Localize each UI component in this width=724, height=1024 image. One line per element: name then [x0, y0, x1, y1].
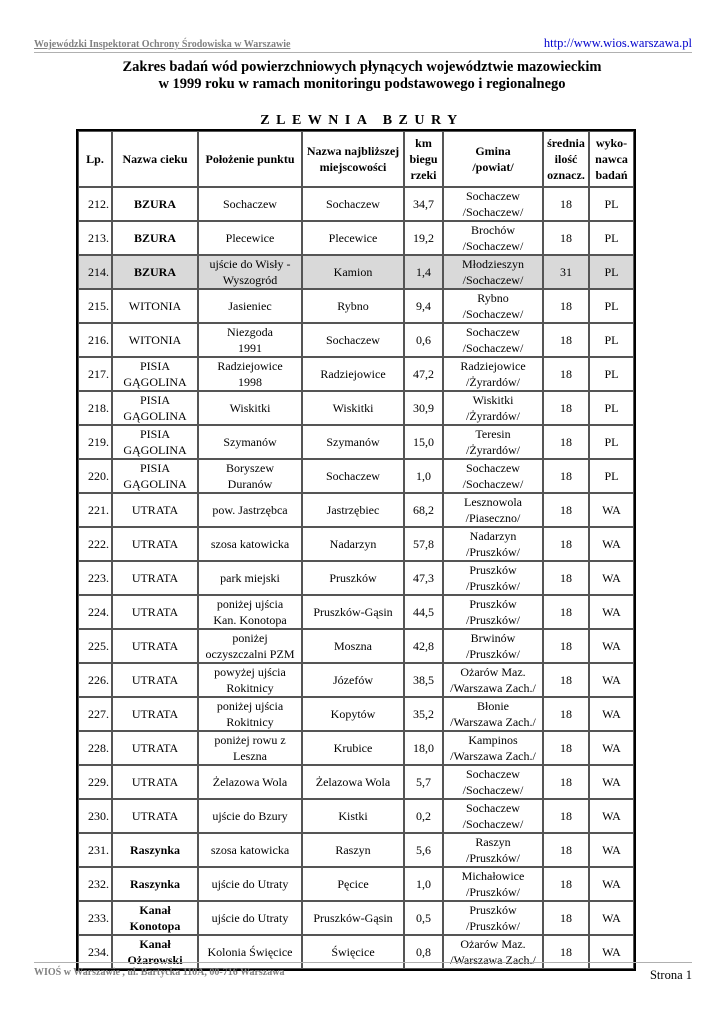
cell-lp: 233.	[78, 901, 112, 935]
table-row	[78, 459, 634, 493]
cell-avg: 18	[543, 391, 589, 425]
cell-avg: 18	[543, 799, 589, 833]
table-row	[78, 221, 634, 255]
col-town: Nazwa najbliższej miejscowości	[302, 131, 404, 187]
cell-avg: 18	[543, 425, 589, 459]
cell-avg: 18	[543, 459, 589, 493]
table-row	[78, 697, 634, 731]
table-row	[78, 187, 634, 221]
cell-lp: 219.	[78, 425, 112, 459]
cell-km: 18,0	[404, 731, 443, 765]
cell-lp: 212.	[78, 187, 112, 221]
cell-lp: 224.	[78, 595, 112, 629]
cell-gmina: Błonie /Warszawa Zach./	[443, 697, 543, 731]
cell-lp: 220.	[78, 459, 112, 493]
col-river: Nazwa cieku	[112, 131, 198, 187]
cell-gmina: Kampinos /Warszawa Zach./	[443, 731, 543, 765]
cell-exec: WA	[589, 595, 634, 629]
cell-location: powyżej ujścia Rokitnicy	[198, 663, 302, 697]
page-footer	[34, 962, 692, 982]
header-rule	[34, 52, 692, 53]
cell-lp: 234.	[78, 935, 112, 969]
cell-exec: WA	[589, 799, 634, 833]
cell-town: Sochaczew	[302, 187, 404, 221]
cell-town: Kistki	[302, 799, 404, 833]
cell-avg: 18	[543, 697, 589, 731]
table-row	[78, 833, 634, 867]
cell-avg: 18	[543, 629, 589, 663]
organization-name: Wojewódzki Inspektorat Ochrony Środowiska w Warszawie	[34, 39, 291, 50]
cell-km: 0,8	[404, 935, 443, 969]
cell-km: 47,2	[404, 357, 443, 391]
cell-km: 47,3	[404, 561, 443, 595]
cell-avg: 18	[543, 289, 589, 323]
cell-location: ujście do Utraty	[198, 901, 302, 935]
table-row	[78, 357, 634, 391]
cell-exec: PL	[589, 187, 634, 221]
cell-location: poniżej ujścia Rokitnicy	[198, 697, 302, 731]
cell-town: Rybno	[302, 289, 404, 323]
cell-gmina: Lesznowola /Piaseczno/	[443, 493, 543, 527]
cell-km: 57,8	[404, 527, 443, 561]
cell-lp: 222.	[78, 527, 112, 561]
cell-km: 0,6	[404, 323, 443, 357]
cell-river: PISIA GĄGOLINA	[112, 391, 198, 425]
cell-km: 1,0	[404, 867, 443, 901]
cell-km: 9,4	[404, 289, 443, 323]
cell-km: 38,5	[404, 663, 443, 697]
cell-river: BZURA	[112, 255, 198, 289]
cell-avg: 18	[543, 221, 589, 255]
col-location: Położenie punktu	[198, 131, 302, 187]
document-title-line-2: w 1999 roku w ramach monitoringu podstawowego i regionalnego	[158, 76, 566, 92]
cell-town: Sochaczew	[302, 323, 404, 357]
cell-location: szosa katowicka	[198, 527, 302, 561]
cell-location: poniżej ujścia Kan. Konotopa	[198, 595, 302, 629]
cell-town: Krubice	[302, 731, 404, 765]
cell-river: BZURA	[112, 221, 198, 255]
cell-avg: 18	[543, 663, 589, 697]
cell-town: Plecewice	[302, 221, 404, 255]
cell-gmina: Młodzieszyn /Sochaczew/	[443, 255, 543, 289]
cell-km: 30,9	[404, 391, 443, 425]
table-row	[78, 425, 634, 459]
cell-river: UTRATA	[112, 663, 198, 697]
cell-avg: 18	[543, 867, 589, 901]
table-row	[78, 255, 634, 289]
cell-river: Kanał Konotopa	[112, 901, 198, 935]
cell-location: Żelazowa Wola	[198, 765, 302, 799]
cell-km: 19,2	[404, 221, 443, 255]
col-gmina: Gmina /powiat/	[443, 131, 543, 187]
cell-lp: 215.	[78, 289, 112, 323]
cell-river: PISIA GĄGOLINA	[112, 459, 198, 493]
cell-avg: 18	[543, 935, 589, 969]
cell-location: Radziejowice 1998	[198, 357, 302, 391]
cell-town: Pruszków	[302, 561, 404, 595]
cell-lp: 216.	[78, 323, 112, 357]
document-title-line-1: Zakres badań wód powierzchniowych płynących województwie mazowieckim	[122, 59, 602, 75]
table-row	[78, 935, 634, 969]
cell-town: Moszna	[302, 629, 404, 663]
cell-lp: 228.	[78, 731, 112, 765]
cell-lp: 225.	[78, 629, 112, 663]
cell-location: Boryszew Duranów	[198, 459, 302, 493]
cell-gmina: Ożarów Maz. /Warszawa Zach./	[443, 663, 543, 697]
cell-exec: WA	[589, 731, 634, 765]
cell-town: Raszyn	[302, 833, 404, 867]
cell-river: PISIA GĄGOLINA	[112, 357, 198, 391]
cell-river: UTRATA	[112, 595, 198, 629]
cell-avg: 31	[543, 255, 589, 289]
cell-town: Radziejowice	[302, 357, 404, 391]
cell-exec: WA	[589, 561, 634, 595]
cell-town: Pruszków-Gąsin	[302, 901, 404, 935]
cell-gmina: Wiskitki /Żyrardów/	[443, 391, 543, 425]
cell-gmina: Michałowice /Pruszków/	[443, 867, 543, 901]
cell-exec: WA	[589, 697, 634, 731]
cell-avg: 18	[543, 561, 589, 595]
cell-km: 35,2	[404, 697, 443, 731]
cell-location: Niezgoda 1991	[198, 323, 302, 357]
cell-km: 1,4	[404, 255, 443, 289]
cell-river: UTRATA	[112, 629, 198, 663]
table-row	[78, 799, 634, 833]
cell-lp: 229.	[78, 765, 112, 799]
cell-km: 34,7	[404, 187, 443, 221]
cell-exec: WA	[589, 765, 634, 799]
cell-lp: 221.	[78, 493, 112, 527]
table-header	[78, 131, 634, 187]
cell-town: Kamion	[302, 255, 404, 289]
cell-exec: WA	[589, 493, 634, 527]
cell-gmina: Pruszków /Pruszków/	[443, 561, 543, 595]
cell-gmina: Teresin /Żyrardów/	[443, 425, 543, 459]
cell-avg: 18	[543, 323, 589, 357]
section-title: ZLEWNIA BZURY	[260, 113, 464, 128]
table-row	[78, 391, 634, 425]
cell-town: Żelazowa Wola	[302, 765, 404, 799]
cell-exec: WA	[589, 527, 634, 561]
table-row	[78, 323, 634, 357]
cell-gmina: Sochaczew /Sochaczew/	[443, 765, 543, 799]
table-row	[78, 595, 634, 629]
cell-location: szosa katowicka	[198, 833, 302, 867]
page-number: Strona 1	[649, 968, 692, 982]
cell-avg: 18	[543, 527, 589, 561]
cell-river: UTRATA	[112, 765, 198, 799]
cell-avg: 18	[543, 595, 589, 629]
table-body	[78, 187, 634, 969]
cell-exec: PL	[589, 459, 634, 493]
cell-location: ujście do Wisły - Wyszogród	[198, 255, 302, 289]
cell-location: Sochaczew	[198, 187, 302, 221]
cell-location: Kolonia Święcice	[198, 935, 302, 969]
cell-lp: 217.	[78, 357, 112, 391]
table-row	[78, 527, 634, 561]
cell-exec: WA	[589, 629, 634, 663]
cell-location: ujście do Bzury	[198, 799, 302, 833]
cell-gmina: Raszyn /Pruszków/	[443, 833, 543, 867]
cell-location: poniżej oczyszczalni PZM	[198, 629, 302, 663]
cell-town: Józefów	[302, 663, 404, 697]
cell-river: UTRATA	[112, 697, 198, 731]
col-avg: średnia ilość oznacz.	[543, 131, 589, 187]
cell-km: 0,5	[404, 901, 443, 935]
cell-gmina: Brochów /Sochaczew/	[443, 221, 543, 255]
cell-river: Raszynka	[112, 833, 198, 867]
cell-km: 1,0	[404, 459, 443, 493]
cell-river: UTRATA	[112, 561, 198, 595]
cell-km: 5,7	[404, 765, 443, 799]
cell-exec: PL	[589, 323, 634, 357]
cell-avg: 18	[543, 833, 589, 867]
cell-lp: 213.	[78, 221, 112, 255]
cell-km: 44,5	[404, 595, 443, 629]
cell-exec: WA	[589, 901, 634, 935]
cell-km: 5,6	[404, 833, 443, 867]
cell-gmina: Rybno /Sochaczew/	[443, 289, 543, 323]
cell-lp: 230.	[78, 799, 112, 833]
cell-exec: WA	[589, 663, 634, 697]
table-row	[78, 629, 634, 663]
cell-gmina: Pruszków /Pruszków/	[443, 901, 543, 935]
cell-river: PISIA GĄGOLINA	[112, 425, 198, 459]
cell-gmina: Radziejowice /Żyrardów/	[443, 357, 543, 391]
cell-exec: PL	[589, 357, 634, 391]
cell-lp: 214.	[78, 255, 112, 289]
cell-exec: PL	[589, 221, 634, 255]
footer-rule	[34, 962, 692, 963]
cell-gmina: Ożarów Maz. /Warszawa Zach./	[443, 935, 543, 969]
table-row	[78, 867, 634, 901]
table-row	[78, 561, 634, 595]
table-row	[78, 731, 634, 765]
cell-lp: 223.	[78, 561, 112, 595]
cell-town: Wiskitki	[302, 391, 404, 425]
table-row	[78, 765, 634, 799]
cell-avg: 18	[543, 187, 589, 221]
cell-town: Sochaczew	[302, 459, 404, 493]
cell-town: Kopytów	[302, 697, 404, 731]
cell-exec: PL	[589, 255, 634, 289]
cell-location: Plecewice	[198, 221, 302, 255]
cell-location: Szymanów	[198, 425, 302, 459]
cell-river: Raszynka	[112, 867, 198, 901]
cell-gmina: Sochaczew /Sochaczew/	[443, 187, 543, 221]
cell-town: Nadarzyn	[302, 527, 404, 561]
cell-town: Święcice	[302, 935, 404, 969]
cell-exec: PL	[589, 391, 634, 425]
cell-town: Pęcice	[302, 867, 404, 901]
cell-river: BZURA	[112, 187, 198, 221]
cell-location: pow. Jastrzębca	[198, 493, 302, 527]
cell-km: 15,0	[404, 425, 443, 459]
cell-avg: 18	[543, 765, 589, 799]
cell-gmina: Brwinów /Pruszków/	[443, 629, 543, 663]
cell-gmina: Pruszków /Pruszków/	[443, 595, 543, 629]
website-link[interactable]: http://www.wios.warszawa.pl	[543, 36, 692, 50]
cell-exec: WA	[589, 867, 634, 901]
cell-gmina: Sochaczew /Sochaczew/	[443, 799, 543, 833]
cell-lp: 218.	[78, 391, 112, 425]
cell-km: 68,2	[404, 493, 443, 527]
cell-river: Kanał Ożarowski	[112, 935, 198, 969]
cell-town: Pruszków-Gąsin	[302, 595, 404, 629]
cell-km: 42,8	[404, 629, 443, 663]
cell-km: 0,2	[404, 799, 443, 833]
table-row	[78, 289, 634, 323]
cell-lp: 227.	[78, 697, 112, 731]
cell-river: WITONIA	[112, 323, 198, 357]
cell-exec: PL	[589, 289, 634, 323]
cell-location: poniżej rowu z Leszna	[198, 731, 302, 765]
table-row	[78, 493, 634, 527]
cell-avg: 18	[543, 731, 589, 765]
cell-location: park miejski	[198, 561, 302, 595]
cell-exec: WA	[589, 935, 634, 969]
monitoring-table	[76, 129, 636, 971]
cell-avg: 18	[543, 357, 589, 391]
cell-gmina: Sochaczew /Sochaczew/	[443, 323, 543, 357]
cell-river: UTRATA	[112, 493, 198, 527]
table-row	[78, 663, 634, 697]
cell-river: WITONIA	[112, 289, 198, 323]
cell-town: Jastrzębiec	[302, 493, 404, 527]
cell-lp: 226.	[78, 663, 112, 697]
cell-exec: PL	[589, 425, 634, 459]
col-exec: wyko- nawca badań	[589, 131, 634, 187]
cell-town: Szymanów	[302, 425, 404, 459]
cell-avg: 18	[543, 493, 589, 527]
cell-gmina: Sochaczew /Sochaczew/	[443, 459, 543, 493]
cell-river: UTRATA	[112, 527, 198, 561]
page-header	[34, 36, 692, 54]
cell-exec: WA	[589, 833, 634, 867]
cell-location: ujście do Utraty	[198, 867, 302, 901]
cell-location: Wiskitki	[198, 391, 302, 425]
cell-location: Jasieniec	[198, 289, 302, 323]
footer-address: WIOŚ w Warszawie , ul. Bartycka 110A, 00-716 Warszawa	[34, 967, 285, 978]
cell-avg: 18	[543, 901, 589, 935]
cell-river: UTRATA	[112, 799, 198, 833]
cell-river: UTRATA	[112, 731, 198, 765]
cell-gmina: Nadarzyn /Pruszków/	[443, 527, 543, 561]
table-row	[78, 901, 634, 935]
cell-lp: 231.	[78, 833, 112, 867]
col-lp: Lp.	[78, 131, 112, 187]
col-km: km biegu rzeki	[404, 131, 443, 187]
cell-lp: 232.	[78, 867, 112, 901]
